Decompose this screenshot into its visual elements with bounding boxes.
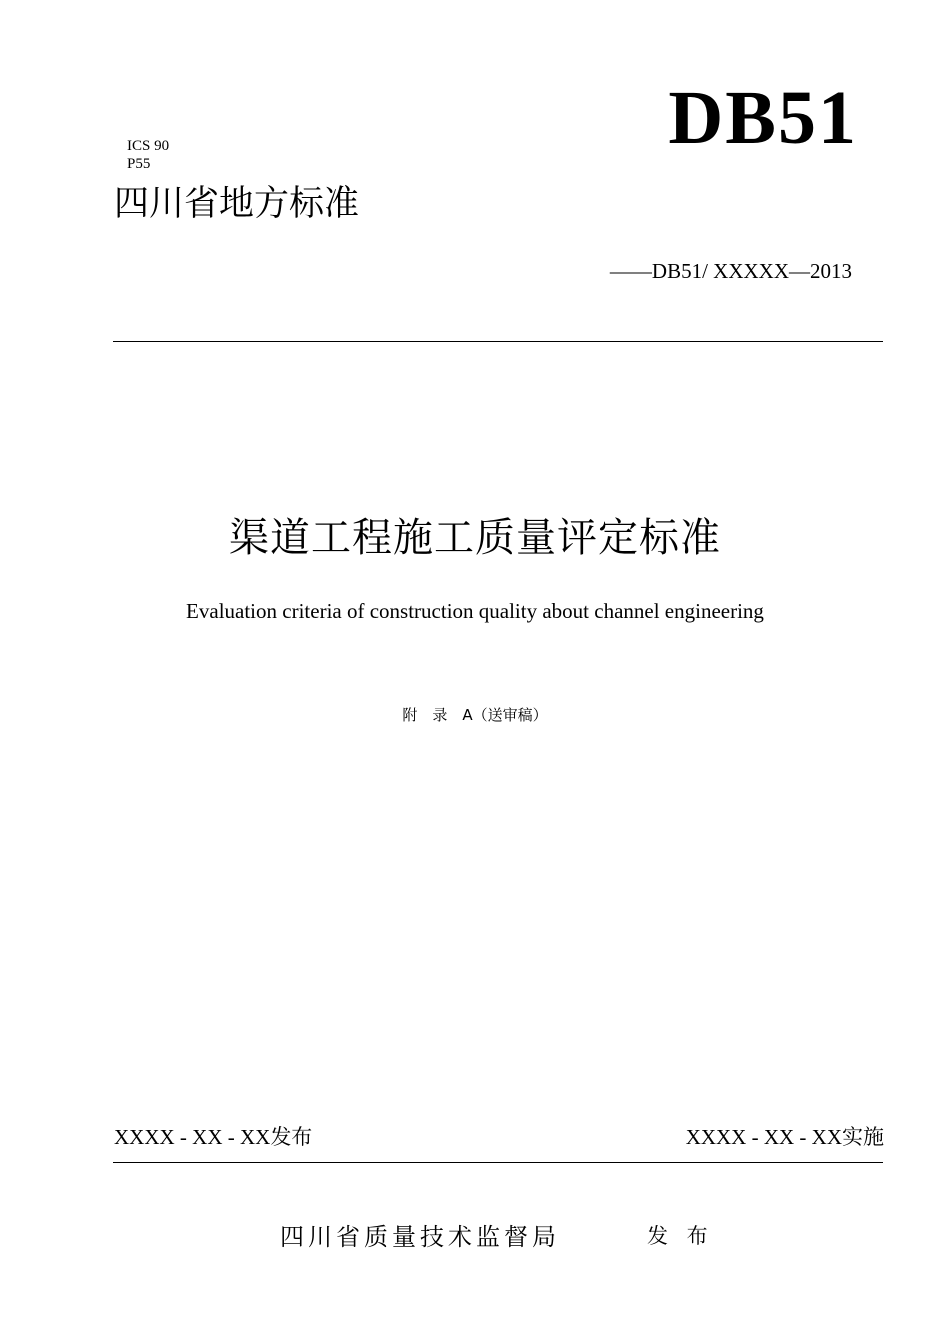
publish-date-value: XXXX - XX - XX — [114, 1125, 271, 1149]
publish-date — [114, 1123, 312, 1151]
ccs-code: P55 — [127, 156, 151, 172]
top-divider — [113, 341, 883, 342]
document-title-cn: 渠道工程施工质量评定标准 — [229, 515, 721, 561]
appendix-label: 附 录 A（送审稿） — [402, 706, 548, 724]
issuing-authority: 四川省质量技术监督局 — [280, 1223, 560, 1251]
bottom-divider — [113, 1162, 883, 1163]
issue-label: 发 布 — [647, 1224, 714, 1248]
standard-category: 四川省地方标准 — [114, 184, 360, 224]
implement-date — [686, 1123, 884, 1151]
standard-number: ——DB51/ XXXXX—2013 — [609, 259, 852, 283]
standard-logo: DB51 — [668, 76, 858, 160]
implement-date-value: XXXX - XX - XX — [685, 1125, 842, 1149]
implement-date-label: 实施 — [842, 1125, 884, 1149]
document-title-en: Evaluation criteria of construction quality about channel engineering — [186, 599, 764, 623]
publish-date-label: 发布 — [270, 1125, 313, 1149]
ics-code: ICS 90 — [127, 138, 170, 154]
